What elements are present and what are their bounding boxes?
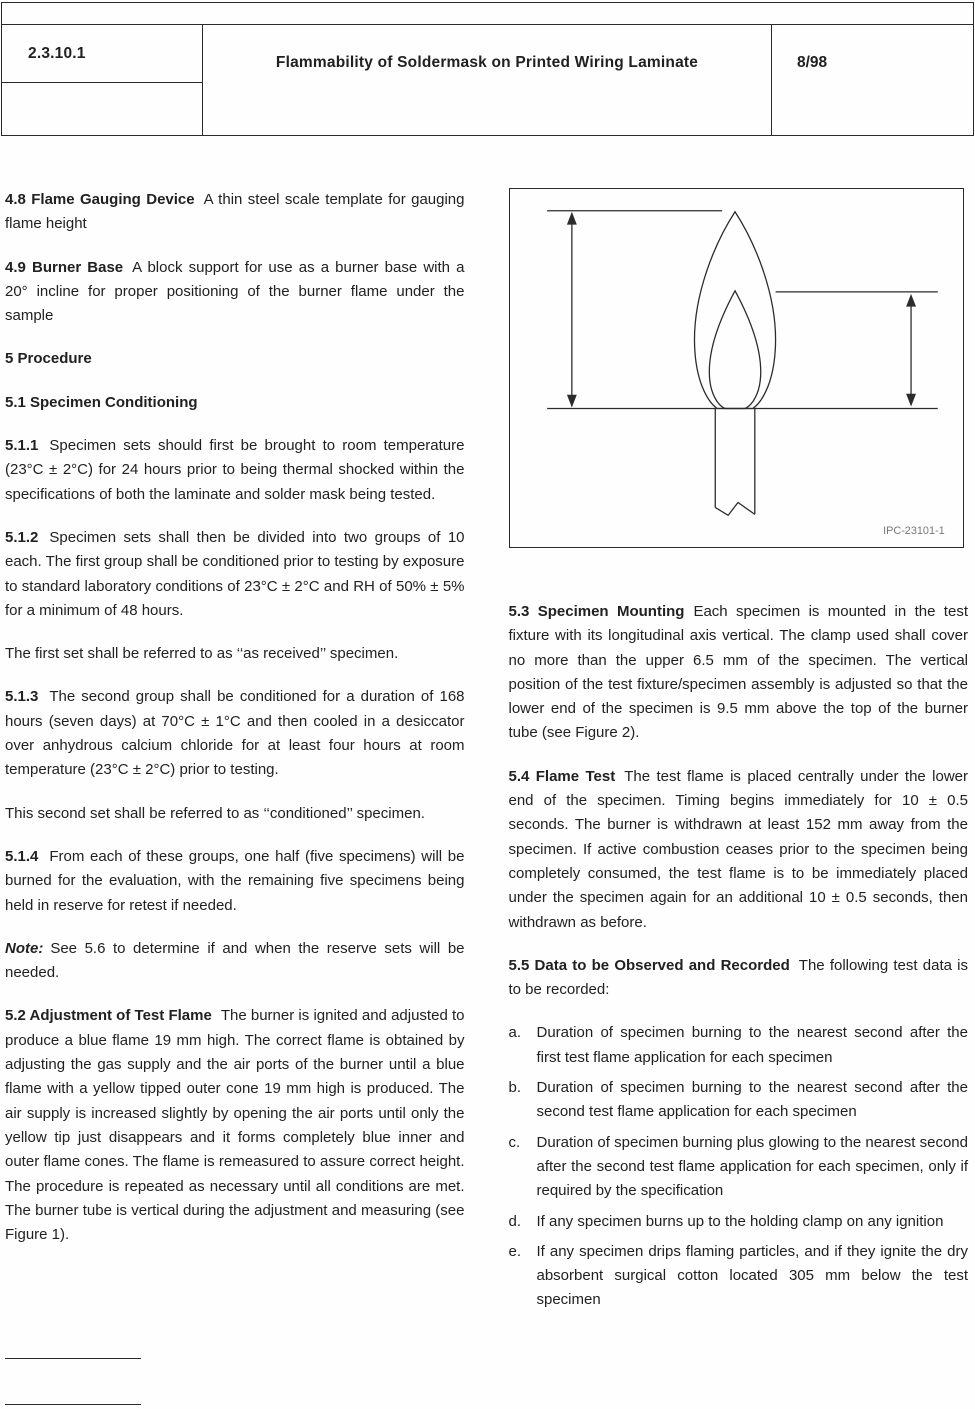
section-5-1-4-number: 5.1.4 xyxy=(5,847,39,865)
section-5-1-2 xyxy=(5,526,465,623)
body-columns xyxy=(5,188,968,1319)
note-label: Note: xyxy=(5,939,44,957)
outer-flame-outline xyxy=(694,212,775,409)
flame-diagram-svg xyxy=(510,189,965,545)
section-5-3-text: Each specimen is mounted in the test fixture with its longitudinal axis vertical. The clamp used shall cover no more than the upper 6.5 mm of the specimen. The vertical position of the test fixture/specimen assembly is adjusted so that the lower end of the specimen is 9.5 mm above the top of the burner tube (see Figure 2). xyxy=(508,603,968,742)
section-5-5-heading: 5.5 Data to be Observed and Recorded xyxy=(508,956,790,974)
list-item-a-label: a. xyxy=(508,1024,522,1042)
section-5-2-text: The burner is ignited and adjusted to produce a blue flame 19 mm high. The correct flame is obtained by adjusting the gas supply and the air ports of the burner until a blue flame with a yellow tipped outer cone 19 mm high is produced. The air supply is increased slightly by opening the air ports until only the yellow tip just disappears and it forms completely blue inner and outer flame cones. The flame is remeasured to assure correct height. The procedure is repeated as necessary until all conditions are met. The burner tube is vertical during the adjustment and measuring (see Figure 1). xyxy=(5,1007,465,1244)
section-5-4-heading: 5.4 Flame Test xyxy=(508,767,616,785)
section-5-1-4-text: From each of these groups, one half (five specimens) will be burned for the evaluation, with the remaining five specimens being held in reserve for retest if needed. xyxy=(5,847,465,914)
section-5-1-3-text: The second group shall be conditioned for a duration of 168 hours (seven days) at 70°C ± 1°C and then cooled in a desiccator over anhydrous calcium chloride for at least four hours at room temperature (23°C ± 2°C) prior to testing. xyxy=(5,688,465,779)
figure-flame-diagram xyxy=(509,188,964,548)
section-4-9-text: A block support for use as a burner base with a 20° incline for proper positioning of the burner flame under the sample xyxy=(5,258,465,325)
section-5-1-2-text: Specimen sets shall then be divided into two groups of 10 each. The first group shall be conditioned prior to testing by exposure to standard laboratory conditions of 23°C ± 2°C and RH of 50% ± 5% for a minimum of 48 hours. xyxy=(5,528,465,619)
paragraph-second-set: This second set shall be referred to as ‘‘conditioned’’ specimen. xyxy=(5,804,425,822)
header-left-cell xyxy=(2,25,203,135)
document-date: 8/98 xyxy=(797,54,828,71)
header-top-strip xyxy=(2,3,973,25)
section-5-1-1-text: Specimen sets should first be brought to room temperature (23°C ± 2°C) for 24 hours prior to being thermal shocked within the specifications of both the laminate and solder mask being tested. xyxy=(5,437,465,503)
section-5-2-heading: 5.2 Adjustment of Test Flame xyxy=(5,1007,212,1025)
list-item-a xyxy=(509,1021,969,1070)
right-arrow-up-head xyxy=(906,294,916,307)
section-5-4-text: The test flame is placed centrally under the lower end of the specimen. Timing begins immediately for 10 ± 0.5 seconds. The burner is withdrawn at least 152 mm away from the specimen. If active combustion ceases prior to the specimen being completely consumed, the test flame is to be immediately placed under the specimen again for an additional 10 ± 0.5 seconds, then withdrawn as before. xyxy=(508,767,968,931)
section-4-9 xyxy=(5,256,465,329)
list-item-d-text: If any specimen burns up to the holding clamp on any ignition xyxy=(536,1212,944,1230)
list-item-e-label: e. xyxy=(508,1242,522,1260)
section-5-1-4 xyxy=(5,845,465,918)
header-left-empty-cell xyxy=(2,83,202,135)
list-item-e xyxy=(509,1240,969,1313)
list-item-d xyxy=(509,1210,969,1234)
heading-5-1-specimen-conditioning: 5.1 Specimen Conditioning xyxy=(5,393,198,411)
left-arrow-up-head xyxy=(566,212,576,225)
section-5-2 xyxy=(5,1004,465,1247)
footnote-rule-top xyxy=(5,1358,141,1359)
right-arrow-down-head xyxy=(906,394,916,407)
left-column xyxy=(5,188,465,1319)
paragraph-first-set: The first set shall be referred to as ‘‘as received’’ specimen. xyxy=(5,645,399,663)
section-5-5-text: The following test data is to be recorded: xyxy=(508,956,968,999)
section-5-5 xyxy=(509,954,969,1003)
section-5-4 xyxy=(509,765,969,935)
list-item-c-text: Duration of specimen burning plus glowing to the nearest second after the second test flame application for each specimen, only if required by the specification xyxy=(536,1133,968,1200)
right-column xyxy=(509,188,969,1319)
section-5-3 xyxy=(509,600,969,746)
footnote-rule-bottom xyxy=(5,1404,141,1405)
list-item-b-label: b. xyxy=(508,1079,522,1097)
note-paragraph xyxy=(5,937,465,986)
section-4-8-heading: 4.8 Flame Gauging Device xyxy=(5,191,195,208)
section-5-3-heading: 5.3 Specimen Mounting xyxy=(508,603,685,620)
list-item-b-text: Duration of specimen burning to the nearest second after the second test flame application for each specimen xyxy=(536,1079,968,1121)
burner-tube-break-line xyxy=(715,502,755,515)
section-4-8 xyxy=(5,188,465,237)
section-5-1-3-number: 5.1.3 xyxy=(5,688,39,706)
page-header-table xyxy=(1,2,974,136)
section-5-1-1-number: 5.1.1 xyxy=(5,437,39,455)
section-4-8-text: A thin steel scale template for gauging flame height xyxy=(5,191,465,233)
list-item-b xyxy=(509,1076,969,1125)
section-4-9-heading: 4.9 Burner Base xyxy=(5,258,124,276)
section-number: 2.3.10.1 xyxy=(2,25,202,83)
list-item-d-label: d. xyxy=(508,1212,522,1230)
left-arrow-down-head xyxy=(566,395,576,408)
list-item-e-text: If any specimen drips flaming particles, and if they ignite the dry absorbent surgical cotton located 305 mm below the test specimen xyxy=(536,1242,968,1309)
section-5-1-2-number: 5.1.2 xyxy=(5,528,39,546)
document-title: Flammability of Soldermask on Printed Wiring Laminate xyxy=(203,25,772,135)
heading-5-procedure: 5 Procedure xyxy=(5,350,92,368)
inner-flame-cone xyxy=(709,291,760,409)
list-item-c-label: c. xyxy=(508,1133,521,1151)
section-5-1-3 xyxy=(5,685,465,782)
arrowheads xyxy=(566,212,915,408)
figure-number-label: IPC-23101-1 xyxy=(882,525,945,538)
list-item-c xyxy=(509,1131,969,1204)
header-main-row xyxy=(2,25,973,135)
section-5-1-1 xyxy=(5,434,465,507)
note-text: See 5.6 to determine if and when the reserve sets will be needed. xyxy=(5,939,465,982)
list-item-a-text: Duration of specimen burning to the nearest second after the first test flame application for each specimen xyxy=(536,1024,968,1066)
